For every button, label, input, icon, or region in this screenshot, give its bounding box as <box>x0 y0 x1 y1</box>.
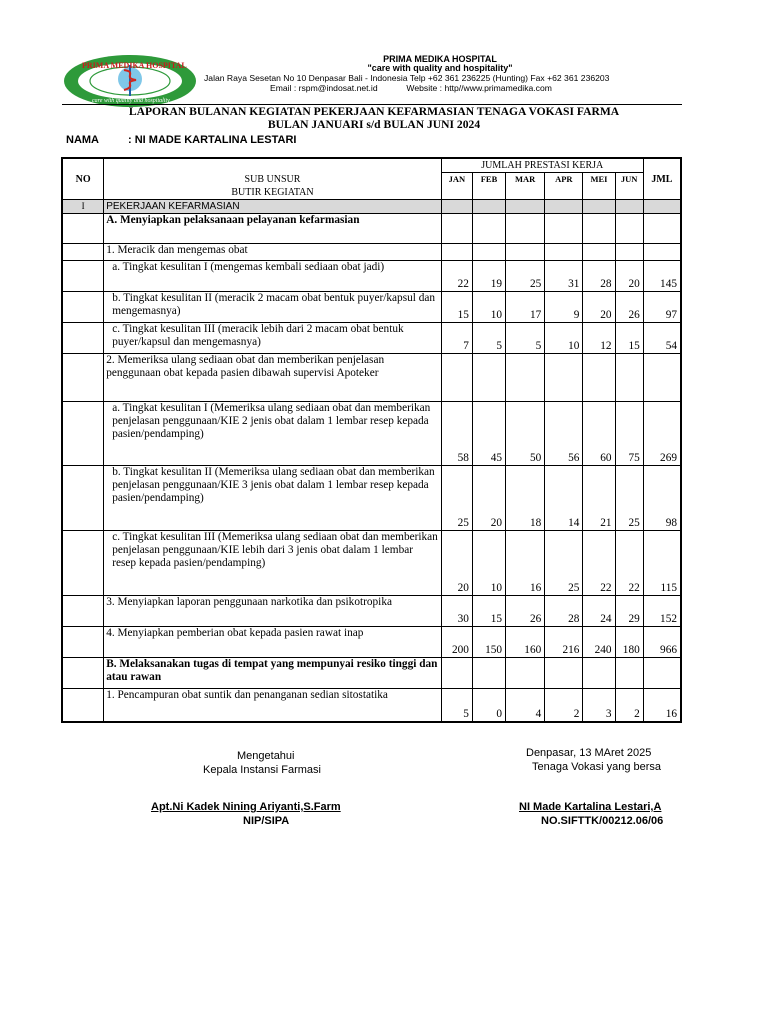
total-cell: 145 <box>643 261 680 292</box>
report-title: LAPORAN BULANAN KEGIATAN PEKERJAAN KEFARMASIAN TENAGA VOKASI FARMA <box>128 105 620 118</box>
month-value-cell: 15 <box>441 292 472 323</box>
row-number-cell <box>63 596 104 627</box>
row-number-cell <box>63 244 104 261</box>
month-value-cell: 17 <box>506 292 545 323</box>
month-header: APR <box>545 173 583 200</box>
month-value-cell: 25 <box>441 466 472 531</box>
month-value-cell: 150 <box>472 627 505 658</box>
row-number-cell <box>63 689 104 722</box>
month-value-cell: 19 <box>472 261 505 292</box>
month-value-cell <box>615 244 643 261</box>
month-value-cell <box>441 354 472 402</box>
activity-description: b. Tingkat kesulitan II (meracik 2 macam obat bentuk puyer/kapsul dan mengemasnya) <box>104 292 442 323</box>
activity-description: b. Tingkat kesulitan II (Memeriksa ulang sediaan obat dan memberikan penjelasan penggunaan/KIE 3 jenis obat dalam 1 lembar resep kepada pasien/pendamping) <box>104 466 442 531</box>
activity-description: 3. Menyiapkan laporan penggunaan narkotika dan psikotropika <box>104 596 442 627</box>
svg-text:PRIMA MEDIKA HOSPITAL: PRIMA MEDIKA HOSPITAL <box>82 61 187 70</box>
name-value: : NI MADE KARTALINA LESTARI <box>128 134 297 146</box>
footer-right-name: NI Made Kartalina Lestari,A <box>519 801 662 813</box>
table-row <box>63 658 681 689</box>
activity-description: 2. Memeriksa ulang sediaan obat dan memberikan penjelasan penggunaan obat kepada pasien dibawah supervisi Apoteker <box>104 354 442 402</box>
month-value-cell: 12 <box>583 323 615 354</box>
month-value-cell: 22 <box>583 531 615 596</box>
hospital-logo <box>62 52 200 110</box>
month-value-cell: 5 <box>441 689 472 722</box>
table-row <box>63 214 681 244</box>
total-cell: 16 <box>643 689 680 722</box>
table-row <box>63 261 681 292</box>
svg-text:care with quality and hospital: care with quality and hospitality <box>92 98 170 104</box>
month-value-cell: 2 <box>545 689 583 722</box>
row-number-cell <box>63 658 104 689</box>
month-value-cell: 28 <box>545 596 583 627</box>
row-number-cell <box>63 466 104 531</box>
row-number-cell <box>63 261 104 292</box>
col-sub-line1: SUB UNSUR <box>244 174 301 185</box>
row-number-cell <box>63 214 104 244</box>
month-value-cell: 20 <box>472 466 505 531</box>
activity-description: 1. Pencampuran obat suntik dan penanganan sedian sitostatika <box>104 689 442 722</box>
row-number-cell <box>63 402 104 466</box>
total-cell <box>643 214 680 244</box>
month-value-cell <box>583 214 615 244</box>
row-number-cell <box>63 531 104 596</box>
month-value-cell <box>472 244 505 261</box>
month-value-cell <box>545 658 583 689</box>
section-row <box>63 200 681 214</box>
activity-description: 1. Meracik dan mengemas obat <box>104 244 442 261</box>
footer-left-role: Kepala Instansi Farmasi <box>203 764 321 776</box>
month-value-cell: 14 <box>545 466 583 531</box>
total-cell <box>643 354 680 402</box>
month-value-cell: 21 <box>583 466 615 531</box>
report-period: BULAN JANUARI s/d BULAN JUNI 2024 <box>267 118 481 131</box>
footer-acknowledge: Mengetahui <box>237 750 295 762</box>
total-cell: 966 <box>643 627 680 658</box>
month-value-cell: 5 <box>472 323 505 354</box>
footer-date: Denpasar, 13 MAret 2025 <box>526 747 652 759</box>
month-value-cell: 160 <box>506 627 545 658</box>
table-row <box>63 354 681 402</box>
total-cell: 98 <box>643 466 680 531</box>
section-number: I <box>63 200 104 214</box>
section-label: PEKERJAAN KEFARMASIAN <box>104 200 442 214</box>
month-value-cell <box>441 244 472 261</box>
activity-description: B. Melaksanakan tugas di tempat yang mempunyai resiko tinggi dan atau rawan <box>104 658 442 689</box>
month-value-cell: 15 <box>472 596 505 627</box>
month-value-cell: 10 <box>545 323 583 354</box>
total-cell: 97 <box>643 292 680 323</box>
month-value-cell: 29 <box>615 596 643 627</box>
col-sub-line2: BUTIR KEGIATAN <box>231 187 314 198</box>
month-value-cell: 20 <box>615 261 643 292</box>
month-header: FEB <box>472 173 505 200</box>
month-value-cell: 7 <box>441 323 472 354</box>
month-value-cell <box>472 658 505 689</box>
month-value-cell: 2 <box>615 689 643 722</box>
month-value-cell <box>615 214 643 244</box>
month-value-cell: 75 <box>615 402 643 466</box>
month-value-cell: 18 <box>506 466 545 531</box>
month-value-cell: 5 <box>506 323 545 354</box>
name-label: NAMA <box>66 134 99 146</box>
month-value-cell: 26 <box>615 292 643 323</box>
month-value-cell <box>545 214 583 244</box>
total-cell <box>643 244 680 261</box>
table-row <box>63 531 681 596</box>
month-value-cell: 56 <box>545 402 583 466</box>
hospital-contact <box>270 83 552 93</box>
footer-left-id: NIP/SIPA <box>243 815 290 827</box>
month-value-cell <box>506 244 545 261</box>
month-value-cell: 10 <box>472 531 505 596</box>
month-value-cell: 30 <box>441 596 472 627</box>
month-value-cell: 9 <box>545 292 583 323</box>
month-value-cell <box>583 244 615 261</box>
month-value-cell <box>583 354 615 402</box>
month-value-cell: 0 <box>472 689 505 722</box>
month-value-cell: 240 <box>583 627 615 658</box>
month-value-cell: 58 <box>441 402 472 466</box>
row-number-cell <box>63 627 104 658</box>
month-value-cell: 60 <box>583 402 615 466</box>
table-row <box>63 323 681 354</box>
month-value-cell: 216 <box>545 627 583 658</box>
month-value-cell <box>545 354 583 402</box>
footer-right-role: Tenaga Vokasi yang bersa <box>532 761 662 773</box>
col-no-header: NO <box>63 159 104 200</box>
total-cell: 115 <box>643 531 680 596</box>
table-row <box>63 292 681 323</box>
month-header: MAR <box>506 173 545 200</box>
month-value-cell: 45 <box>472 402 505 466</box>
table-row <box>63 627 681 658</box>
month-value-cell: 24 <box>583 596 615 627</box>
month-value-cell <box>615 658 643 689</box>
month-value-cell: 22 <box>615 531 643 596</box>
month-value-cell: 50 <box>506 402 545 466</box>
hospital-name: PRIMA MEDIKA HOSPITAL <box>383 54 497 64</box>
row-number-cell <box>63 323 104 354</box>
table-row <box>63 466 681 531</box>
activity-description: c. Tingkat kesulitan III (meracik lebih dari 2 macam obat bentuk puyer/kapsul dan mengemasnya) <box>104 323 442 354</box>
month-value-cell <box>506 658 545 689</box>
activity-description: a. Tingkat kesulitan I (mengemas kembali sediaan obat jadi) <box>104 261 442 292</box>
row-number-cell <box>63 292 104 323</box>
month-value-cell: 31 <box>545 261 583 292</box>
activity-table <box>62 158 681 722</box>
total-cell: 54 <box>643 323 680 354</box>
month-value-cell: 20 <box>583 292 615 323</box>
month-value-cell <box>506 354 545 402</box>
month-value-cell: 20 <box>441 531 472 596</box>
month-value-cell <box>472 214 505 244</box>
hospital-website: Website : http//www.primamedika.com <box>406 83 552 93</box>
month-value-cell <box>441 658 472 689</box>
month-value-cell: 28 <box>583 261 615 292</box>
month-value-cell: 25 <box>545 531 583 596</box>
total-cell: 269 <box>643 402 680 466</box>
footer-left-name: Apt.Ni Kadek Nining Ariyanti,S.Farm <box>151 801 341 813</box>
footer-right-id: NO.SIFTTK/00212.06/06 <box>541 815 664 827</box>
month-value-cell: 200 <box>441 627 472 658</box>
hospital-email: Email : rspm@indosat.net.id <box>270 83 378 93</box>
month-value-cell <box>441 214 472 244</box>
row-number-cell <box>63 354 104 402</box>
month-value-cell <box>545 244 583 261</box>
month-value-cell: 25 <box>506 261 545 292</box>
month-value-cell: 10 <box>472 292 505 323</box>
month-value-cell <box>615 354 643 402</box>
month-value-cell: 22 <box>441 261 472 292</box>
col-group-header: JUMLAH PRESTASI KERJA <box>441 159 643 173</box>
table-row <box>63 689 681 722</box>
month-value-cell: 3 <box>583 689 615 722</box>
col-sub-header <box>104 159 442 200</box>
total-cell: 152 <box>643 596 680 627</box>
activity-description: A. Menyiapkan pelaksanaan pelayanan kefarmasian <box>104 214 442 244</box>
month-value-cell <box>506 214 545 244</box>
activity-description: a. Tingkat kesulitan I (Memeriksa ulang sediaan obat dan memberikan penjelasan penggunaan/KIE 2 jenis obat dalam 1 lembar resep kepada pasien/pendamping) <box>104 402 442 466</box>
month-header: MEI <box>583 173 615 200</box>
activity-description: 4. Menyiapkan pemberian obat kepada pasien rawat inap <box>104 627 442 658</box>
hospital-address: Jalan Raya Sesetan No 10 Denpasar Bali - Indonesia Telp +62 361 236225 (Hunting) Fax +62 361 236203 <box>204 73 610 83</box>
month-header: JAN <box>441 173 472 200</box>
total-cell <box>643 658 680 689</box>
hospital-motto: "care with quality and hospitality" <box>367 63 513 73</box>
table-row <box>63 596 681 627</box>
table-body <box>63 214 681 722</box>
table-row <box>63 244 681 261</box>
month-value-cell: 180 <box>615 627 643 658</box>
month-value-cell <box>472 354 505 402</box>
month-header: JUN <box>615 173 643 200</box>
month-value-cell: 26 <box>506 596 545 627</box>
col-total-header: JML <box>643 159 680 200</box>
month-value-cell: 25 <box>615 466 643 531</box>
month-value-cell: 4 <box>506 689 545 722</box>
table-row <box>63 402 681 466</box>
month-value-cell <box>583 658 615 689</box>
month-value-cell: 16 <box>506 531 545 596</box>
activity-description: c. Tingkat kesulitan III (Memeriksa ulang sediaan obat dan memberikan penjelasan penggunaan/KIE lebih dari 3 jenis obat dalam 1 lembar resep kepada pasien/pendamping) <box>104 531 442 596</box>
month-value-cell: 15 <box>615 323 643 354</box>
